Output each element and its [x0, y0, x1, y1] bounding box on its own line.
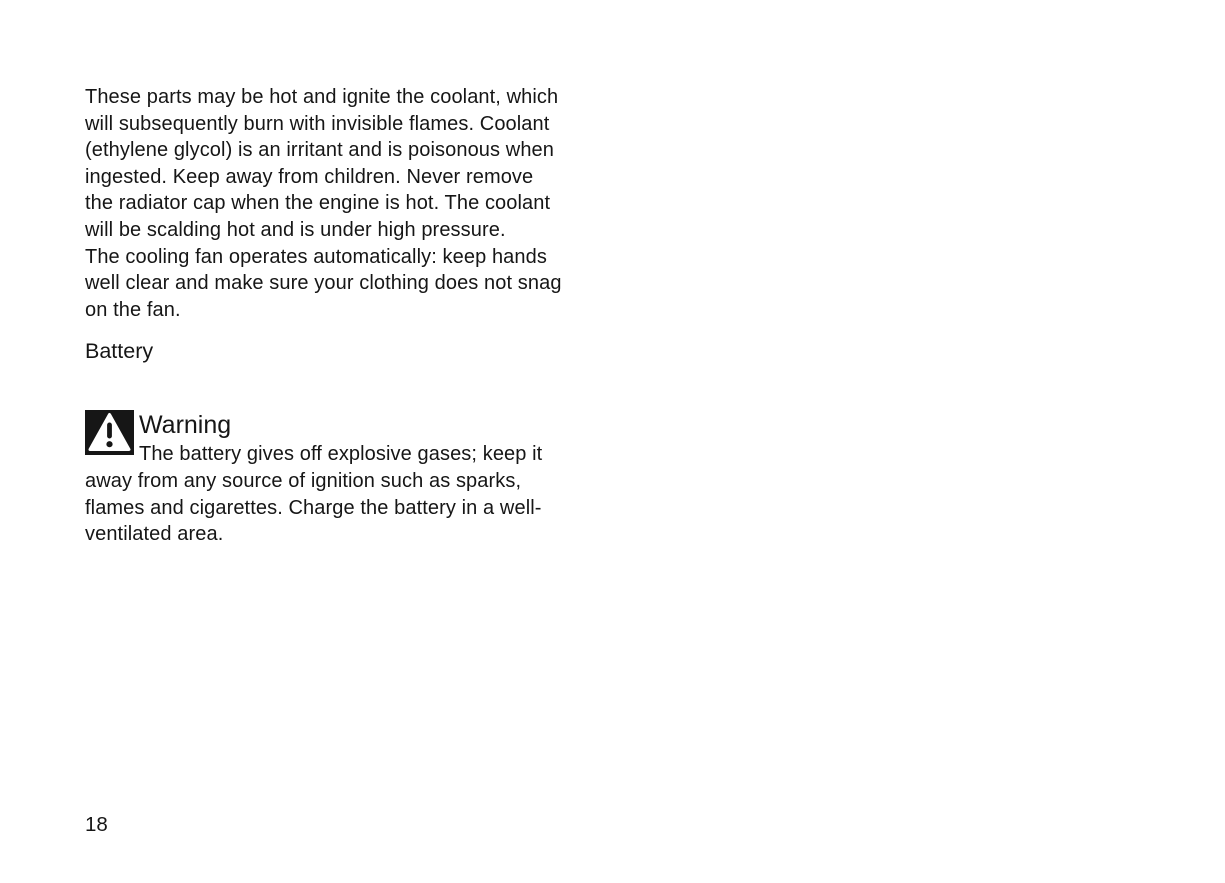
page-number: 18: [85, 813, 108, 836]
warning-text: [85, 441, 630, 547]
text-line: will subsequently burn with invisible flames. Coolant: [85, 112, 550, 135]
text-line: away from any source of ignition such as sparks,: [85, 469, 522, 492]
text-line: ingested. Keep away from children. Never remove: [85, 165, 534, 188]
text-line: ventilated area.: [85, 523, 224, 546]
text-line: will be scalding hot and is under high pressure.: [85, 218, 506, 241]
page-content-column: [85, 84, 630, 548]
text-line: These parts may be hot and ignite the coolant, which: [85, 86, 559, 108]
battery-section-heading: Battery: [85, 339, 154, 364]
text-line: The cooling fan operates automatically: keep hands: [85, 245, 547, 268]
text-line: the radiator cap when the engine is hot. The coolant: [85, 192, 551, 215]
text-line: flames and cigarettes. Charge the battery in a well-: [85, 496, 542, 519]
text-line: (ethylene glycol) is an irritant and is poisonous when: [85, 139, 554, 162]
intro-paragraph: [85, 84, 630, 323]
text-line: on the fan.: [85, 298, 181, 321]
warning-triangle-icon: [85, 410, 134, 455]
warning-title: Warning: [139, 411, 232, 440]
text-line: well clear and make sure your clothing does not snag: [85, 272, 562, 295]
text-line: The battery gives off explosive gases; keep it: [139, 443, 543, 466]
warning-block: [85, 410, 630, 547]
